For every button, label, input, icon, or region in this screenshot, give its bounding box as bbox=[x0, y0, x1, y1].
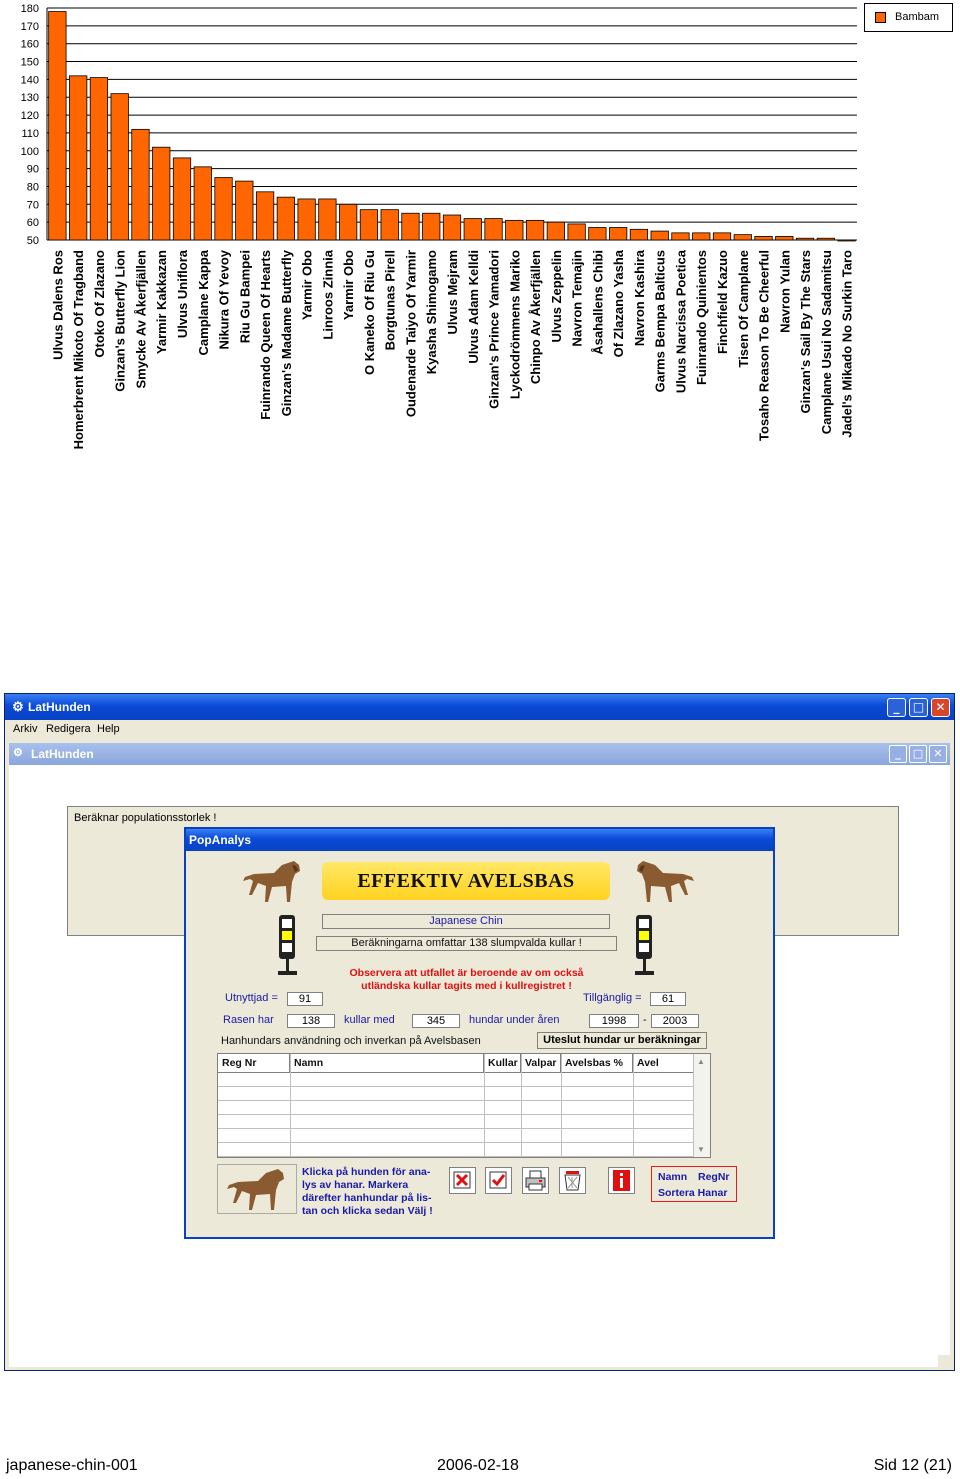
app-window bbox=[4, 693, 955, 1371]
bar bbox=[693, 233, 710, 240]
x-tick-label: Riu Gu Bampei bbox=[237, 250, 253, 344]
x-tick-label: Nikura Of Yevoy bbox=[216, 250, 232, 350]
x-tick-label: Ulvus Dalens Ros bbox=[50, 250, 66, 360]
x-tick-label: Ulvus Narcissa Poetica bbox=[673, 250, 689, 394]
menu-help[interactable]: Help bbox=[97, 723, 120, 735]
dog-icon bbox=[218, 1165, 296, 1213]
check-checkbox-icon bbox=[486, 1168, 511, 1193]
x-tick-label: Borgtunas Pirell bbox=[382, 250, 398, 351]
col-divider bbox=[561, 1054, 562, 1157]
bar bbox=[69, 76, 86, 240]
x-tick-label: Homerbrent Mikoto Of Tragband bbox=[71, 250, 87, 450]
utnyttjad-label: Utnyttjad = bbox=[225, 992, 278, 1004]
dialog-titlebar[interactable] bbox=[186, 829, 773, 851]
bar bbox=[256, 192, 273, 240]
x-tick-label: Yarmir Obo bbox=[299, 250, 315, 321]
x-tick-label: Navron Temajin bbox=[569, 250, 585, 347]
bar bbox=[547, 222, 564, 240]
bar bbox=[402, 213, 419, 240]
app-icon: ⚙ bbox=[12, 699, 24, 714]
bar bbox=[630, 229, 647, 240]
y-tick-label: 180 bbox=[20, 3, 39, 15]
litters-count: 138 bbox=[287, 1014, 335, 1028]
dog-image-left bbox=[242, 857, 304, 905]
close-button[interactable]: ✕ bbox=[931, 698, 950, 717]
bar bbox=[609, 228, 626, 240]
x-tick-label: Navron Kashira bbox=[631, 250, 647, 347]
x-tick-label: Lyckodrömmens Mariko bbox=[507, 250, 523, 400]
bar bbox=[90, 78, 107, 240]
bar bbox=[713, 233, 730, 240]
bar bbox=[755, 236, 772, 240]
bar bbox=[49, 12, 66, 240]
chart-canvas bbox=[0, 0, 960, 490]
bar bbox=[651, 231, 668, 240]
x-tick-label: Smycke Av Åkerfjällen bbox=[133, 250, 149, 389]
bar bbox=[464, 219, 481, 240]
mdi-minimize-button[interactable]: _ bbox=[889, 745, 907, 763]
info-button[interactable] bbox=[608, 1167, 635, 1194]
x-tick-label: Garms Bempa Balticus bbox=[652, 250, 668, 393]
instruction-line: Klicka på hunden för ana- bbox=[302, 1166, 431, 1178]
bar bbox=[319, 199, 336, 240]
menu-arkiv[interactable]: Arkiv bbox=[13, 723, 38, 735]
y-tick-label: 120 bbox=[20, 110, 39, 123]
y-tick-label: 160 bbox=[20, 38, 39, 51]
kullar-med-label: kullar med bbox=[344, 1014, 395, 1026]
footer-page-number: Sid 12 (21) bbox=[873, 1457, 952, 1474]
tillganglig-label: Tillgänglig = bbox=[583, 992, 642, 1004]
y-tick-label: 60 bbox=[26, 217, 39, 230]
x-tick-label: Camplane Kappa bbox=[195, 250, 211, 356]
year-from-field[interactable]: 1998 bbox=[589, 1014, 639, 1028]
mdi-restore-button[interactable]: □ bbox=[909, 745, 927, 763]
mdi-close-button[interactable]: ✕ bbox=[929, 745, 947, 763]
x-tick-label: Ginzan's Prince Yamadori bbox=[486, 250, 502, 409]
x-tick-label: Otoko Of Zlazano bbox=[91, 250, 107, 358]
instruction-line: tan och klicka sedan Välj ! bbox=[302, 1205, 433, 1217]
rasen-har-label: Rasen har bbox=[223, 1014, 274, 1026]
bar bbox=[776, 236, 793, 240]
bar bbox=[298, 199, 315, 240]
bar bbox=[838, 240, 855, 241]
col-divider bbox=[484, 1054, 485, 1157]
x-tick-label: Ulvus Zeppelin bbox=[548, 250, 564, 343]
instruction-line: därefter hanhundar på lis- bbox=[302, 1192, 432, 1204]
dog-image-right bbox=[633, 857, 695, 905]
traffic-light-right bbox=[633, 915, 657, 977]
col-divider bbox=[521, 1054, 522, 1157]
warning-line-2: utländska kullar tagits med i kullregistret ! bbox=[361, 980, 572, 992]
bar bbox=[506, 220, 523, 240]
mdi-titlebar[interactable] bbox=[9, 743, 950, 765]
bar bbox=[215, 178, 232, 240]
x-tick-label: Yarmir Obo bbox=[341, 250, 357, 321]
select-button[interactable] bbox=[485, 1167, 512, 1194]
col-avel[interactable]: Avel bbox=[637, 1057, 659, 1069]
bar bbox=[111, 94, 128, 240]
instruction-line: lys av hanar. Markera bbox=[302, 1179, 409, 1191]
bar bbox=[423, 213, 440, 240]
y-tick-label: 70 bbox=[26, 199, 39, 212]
bar bbox=[526, 220, 543, 240]
sort-label: Sortera Hanar bbox=[658, 1187, 728, 1199]
breed-name: Japanese Chin bbox=[322, 914, 610, 929]
bar bbox=[485, 219, 502, 240]
x-tick-label: Oudenarde Taiyo Of Yarmir bbox=[403, 250, 419, 418]
y-tick-label: 90 bbox=[26, 163, 39, 176]
bar bbox=[381, 210, 398, 240]
y-tick-label: 140 bbox=[20, 74, 39, 87]
chart-legend bbox=[864, 3, 953, 32]
x-tick-label: O Kaneko Of Riu Gu bbox=[361, 250, 377, 375]
legend-swatch bbox=[875, 12, 886, 23]
bar bbox=[360, 210, 377, 240]
print-button[interactable] bbox=[522, 1167, 549, 1194]
col-avelsbas[interactable]: Avelsbas % bbox=[561, 1054, 633, 1072]
x-tick-label: Tisen Of Camplane bbox=[735, 250, 751, 368]
exclude-dogs-button[interactable]: Uteslut hundar ur beräkningar bbox=[537, 1032, 707, 1049]
x-tick-label: Ginzan's Butterfly Lion bbox=[112, 250, 128, 392]
x-tick-label: Linroos Zinnia bbox=[320, 250, 336, 340]
x-tick-label: Yarmir Kakkazan bbox=[154, 250, 170, 355]
info-icon bbox=[609, 1168, 634, 1193]
delete-button[interactable] bbox=[559, 1167, 586, 1194]
y-tick-label: 80 bbox=[26, 181, 39, 194]
instructions-text bbox=[302, 1166, 452, 1218]
bar bbox=[277, 197, 294, 240]
x-tick-label: Ulvus Uniflora bbox=[175, 250, 190, 339]
traffic-light-left bbox=[276, 915, 300, 977]
bar bbox=[173, 158, 190, 240]
bar bbox=[443, 215, 460, 240]
year-to-field[interactable]: 2003 bbox=[651, 1014, 699, 1028]
x-tick-label: Fuinrando Quinientos bbox=[694, 250, 710, 386]
maximize-button[interactable]: □ bbox=[909, 698, 928, 717]
legend-label: Bambam bbox=[895, 11, 940, 23]
menu-redigera[interactable]: Redigera bbox=[46, 723, 91, 735]
bar bbox=[236, 181, 253, 240]
mdi-client-area bbox=[9, 765, 950, 1367]
window-titlebar[interactable] bbox=[5, 694, 954, 720]
popanalys-dialog bbox=[184, 827, 775, 1239]
bar bbox=[672, 233, 689, 240]
col-namn[interactable]: Namn bbox=[290, 1054, 484, 1072]
bar bbox=[796, 238, 813, 240]
bar bbox=[568, 224, 585, 240]
year-separator: - bbox=[643, 1014, 647, 1026]
bar-chart bbox=[0, 0, 960, 490]
warning-text bbox=[316, 967, 617, 993]
y-tick-label: 110 bbox=[21, 127, 39, 140]
bar bbox=[153, 147, 170, 240]
sort-panel bbox=[651, 1166, 737, 1202]
tillganglig-value: 61 bbox=[650, 992, 686, 1006]
x-tick-label: Kyasha Shimogamo bbox=[424, 250, 440, 375]
deselect-button[interactable] bbox=[449, 1167, 476, 1194]
footer-document-id: japanese-chin-001 bbox=[6, 1457, 138, 1474]
x-tick-label: Jadel's Mikado No Surkin Taro bbox=[839, 250, 855, 438]
sort-by-regnr-button[interactable]: RegNr bbox=[698, 1171, 730, 1183]
cross-checkbox-icon bbox=[450, 1168, 475, 1193]
dialog-title: PopAnalys bbox=[189, 833, 252, 847]
x-tick-label: Finchfield Kazuo bbox=[715, 250, 730, 354]
utnyttjad-value: 91 bbox=[287, 992, 323, 1006]
col-divider bbox=[290, 1054, 291, 1157]
mdi-app-icon: ⚙ bbox=[13, 747, 23, 759]
scroll-up-icon[interactable]: ▲ bbox=[697, 1057, 705, 1066]
x-tick-label: Åsahallens Chibi bbox=[590, 250, 606, 355]
bar bbox=[589, 228, 606, 240]
x-tick-label: Ulvus Adam Kelldi bbox=[465, 250, 481, 364]
analyze-dog-button[interactable] bbox=[217, 1164, 297, 1214]
banner-title: EFFEKTIV AVELSBAS bbox=[322, 862, 610, 900]
trash-icon bbox=[560, 1168, 585, 1193]
x-tick-label: Ulvus Mejram bbox=[445, 250, 460, 335]
table-scrollbar[interactable] bbox=[693, 1054, 710, 1157]
scroll-down-icon[interactable]: ▼ bbox=[697, 1145, 705, 1154]
y-tick-label: 150 bbox=[20, 56, 39, 69]
x-tick-label: Ginzan's Sail By The Stars bbox=[798, 250, 814, 414]
calc-info: Beräkningarna omfattar 138 slumpvalda kullar ! bbox=[316, 936, 617, 951]
x-tick-label: Ginzan's Madame Butterfly bbox=[278, 250, 294, 417]
mdi-title: LatHunden bbox=[31, 747, 94, 761]
x-tick-label: Camplane Usui No Sadamitsu bbox=[818, 250, 834, 435]
menubar bbox=[5, 720, 954, 739]
window-title: LatHunden bbox=[28, 700, 91, 714]
sire-table bbox=[217, 1053, 711, 1158]
y-tick-label: 130 bbox=[20, 92, 39, 105]
col-valpar[interactable]: Valpar bbox=[521, 1054, 561, 1072]
y-tick-label: 170 bbox=[20, 20, 39, 33]
x-tick-label: Fuinrando Queen Of Hearts bbox=[258, 250, 274, 420]
warning-line-1: Observera att utfallet är beroende av om också bbox=[349, 967, 584, 979]
hundar-label: hundar under åren bbox=[469, 1014, 560, 1026]
minimize-button[interactable]: _ bbox=[887, 698, 906, 717]
status-text: Beräknar populationsstorlek ! bbox=[74, 812, 217, 824]
printer-icon bbox=[523, 1168, 548, 1193]
y-tick-label: 50 bbox=[26, 235, 39, 247]
footer-date: 2006-02-18 bbox=[437, 1457, 519, 1474]
bar bbox=[817, 238, 834, 240]
x-tick-label: Navron Yulan bbox=[777, 250, 793, 333]
bar bbox=[194, 167, 211, 240]
hanhund-label: Hanhundars användning och inverkan på Avelsbasen bbox=[221, 1035, 481, 1047]
bar bbox=[132, 129, 149, 240]
col-kullar[interactable]: Kullar bbox=[484, 1054, 521, 1072]
bar bbox=[339, 204, 356, 240]
col-regnr[interactable]: Reg Nr bbox=[218, 1054, 290, 1072]
bar bbox=[734, 235, 751, 240]
x-tick-label: Of Zlazano Yasha bbox=[611, 250, 627, 358]
dogs-count: 345 bbox=[412, 1014, 460, 1028]
sort-by-name-button[interactable]: Namn bbox=[658, 1171, 688, 1183]
x-tick-label: Chinpo Av Åkerfjällen bbox=[528, 250, 544, 385]
scroll-corner bbox=[938, 1355, 950, 1367]
col-divider bbox=[633, 1054, 634, 1157]
y-tick-label: 100 bbox=[20, 145, 39, 158]
x-tick-label: Tosaho Reason To Be Cheerful bbox=[756, 250, 772, 441]
